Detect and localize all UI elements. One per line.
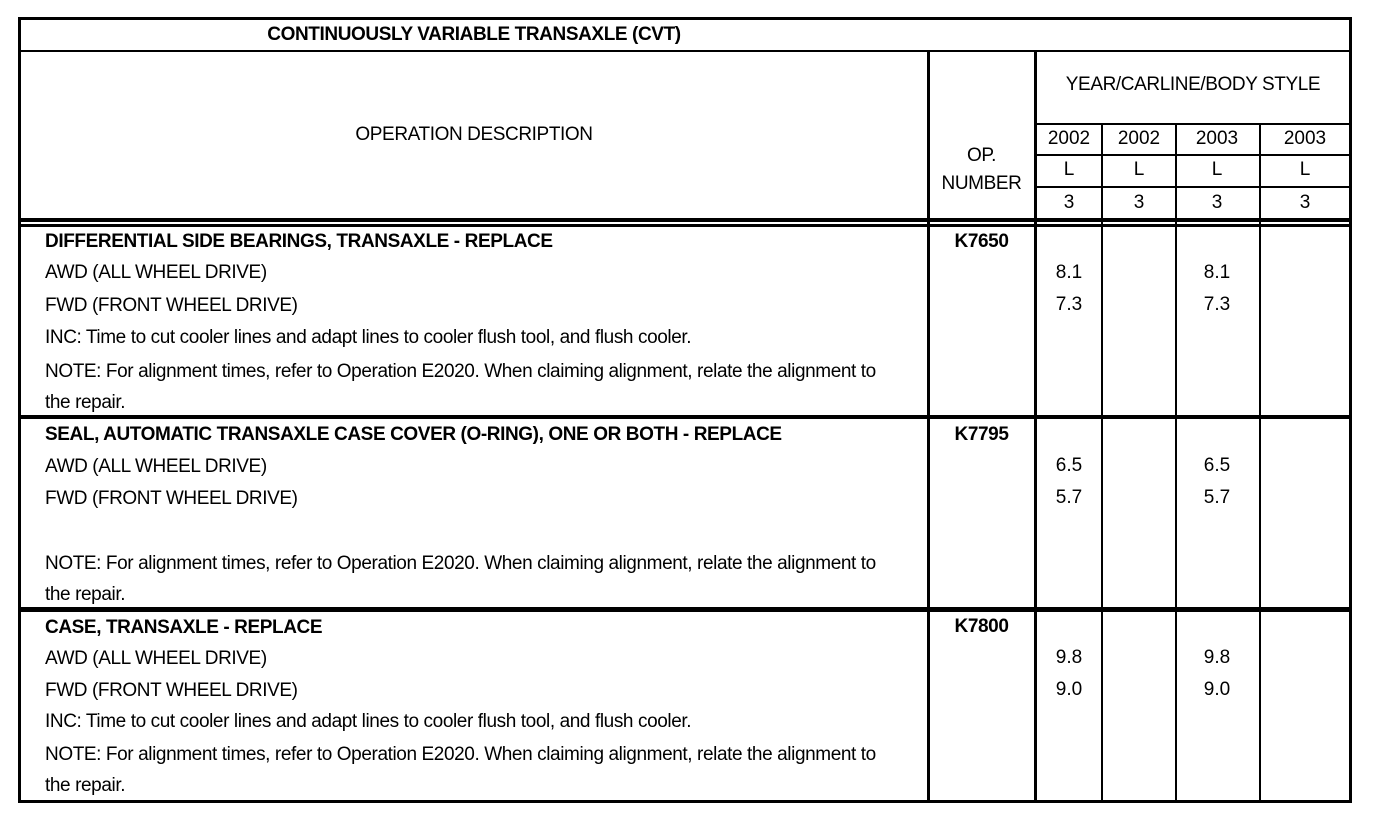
section-divider-1 (18, 415, 1352, 419)
fwd-label: FWD (FRONT WHEEL DRIVE) (45, 488, 298, 509)
time-value: 9.0 (1203, 679, 1231, 700)
col-year: 2002 (1047, 128, 1091, 149)
section-title: SEAL, AUTOMATIC TRANSAXLE CASE COVER (O-RING), ONE OR BOTH - REPLACE (45, 424, 782, 445)
awd-label: AWD (ALL WHEEL DRIVE) (45, 262, 267, 283)
year-row-top-rule (1035, 123, 1352, 125)
time-value: 6.5 (1203, 455, 1231, 476)
time-value: 5.7 (1203, 487, 1231, 508)
awd-label: AWD (ALL WHEEL DRIVE) (45, 456, 267, 477)
time-value: 9.8 (1203, 647, 1231, 668)
col-carline: L (1133, 159, 1145, 180)
col-year: 2003 (1195, 128, 1239, 149)
alignment-note: NOTE: For alignment times, refer to Operation E2020. When claiming alignment, relate the alignment to (45, 744, 876, 765)
col-carline: L (1063, 159, 1075, 180)
alignment-note: NOTE: For alignment times, refer to Operation E2020. When claiming alignment, relate the alignment to (45, 361, 876, 382)
inc-note: INC: Time to cut cooler lines and adapt lines to cooler flush tool, and flush cooler. (45, 711, 692, 732)
alignment-note: NOTE: For alignment times, refer to Operation E2020. When claiming alignment, relate the alignment to (45, 553, 876, 574)
op-number-header-line2: NUMBER (941, 173, 1022, 194)
col-year: 2003 (1283, 128, 1327, 149)
col-body: 3 (1211, 192, 1223, 213)
col-carline: L (1211, 159, 1223, 180)
alignment-note-cont: the repair. (45, 584, 126, 605)
time-value: 7.3 (1203, 294, 1231, 315)
section-divider-2 (18, 607, 1352, 612)
col-divider-3 (1259, 123, 1261, 803)
section-title: DIFFERENTIAL SIDE BEARINGS, TRANSAXLE - REPLACE (45, 231, 553, 252)
time-value: 9.8 (1055, 647, 1083, 668)
col-body: 3 (1299, 192, 1311, 213)
awd-label: AWD (ALL WHEEL DRIVE) (45, 648, 267, 669)
col-year: 2002 (1117, 128, 1161, 149)
time-value: 9.0 (1055, 679, 1083, 700)
header-bottom-rule (18, 218, 1352, 222)
section-title: CASE, TRANSAXLE - REPLACE (45, 617, 323, 638)
time-value: 6.5 (1055, 455, 1083, 476)
fwd-label: FWD (FRONT WHEEL DRIVE) (45, 680, 298, 701)
alignment-note-cont: the repair. (45, 392, 126, 413)
carline-row-top-rule (1035, 154, 1352, 156)
col-body: 3 (1133, 192, 1145, 213)
body-row-top-rule (1035, 186, 1352, 188)
col-divider-2 (1175, 123, 1177, 803)
time-value: 7.3 (1055, 294, 1083, 315)
op-number: K7650 (954, 231, 1009, 252)
operation-description-header: OPERATION DESCRIPTION (355, 124, 593, 145)
op-number-header-line1: OP. (966, 145, 997, 166)
time-value: 5.7 (1055, 487, 1083, 508)
inc-note: INC: Time to cut cooler lines and adapt lines to cooler flush tool, and flush cooler. (45, 327, 692, 348)
time-value: 8.1 (1203, 262, 1231, 283)
fwd-label: FWD (FRONT WHEEL DRIVE) (45, 295, 298, 316)
op-number: K7795 (954, 424, 1009, 445)
header-bottom-rule-2 (18, 224, 1352, 227)
alignment-note-cont: the repair. (45, 775, 126, 796)
time-value: 8.1 (1055, 262, 1083, 283)
col-body: 3 (1063, 192, 1075, 213)
title-divider (18, 50, 1352, 52)
op-number: K7800 (954, 616, 1009, 637)
col-carline: L (1299, 159, 1311, 180)
year-carline-body-header: YEAR/CARLINE/BODY STYLE (1065, 74, 1321, 95)
table-title: CONTINUOUSLY VARIABLE TRANSAXLE (CVT) (267, 24, 681, 45)
